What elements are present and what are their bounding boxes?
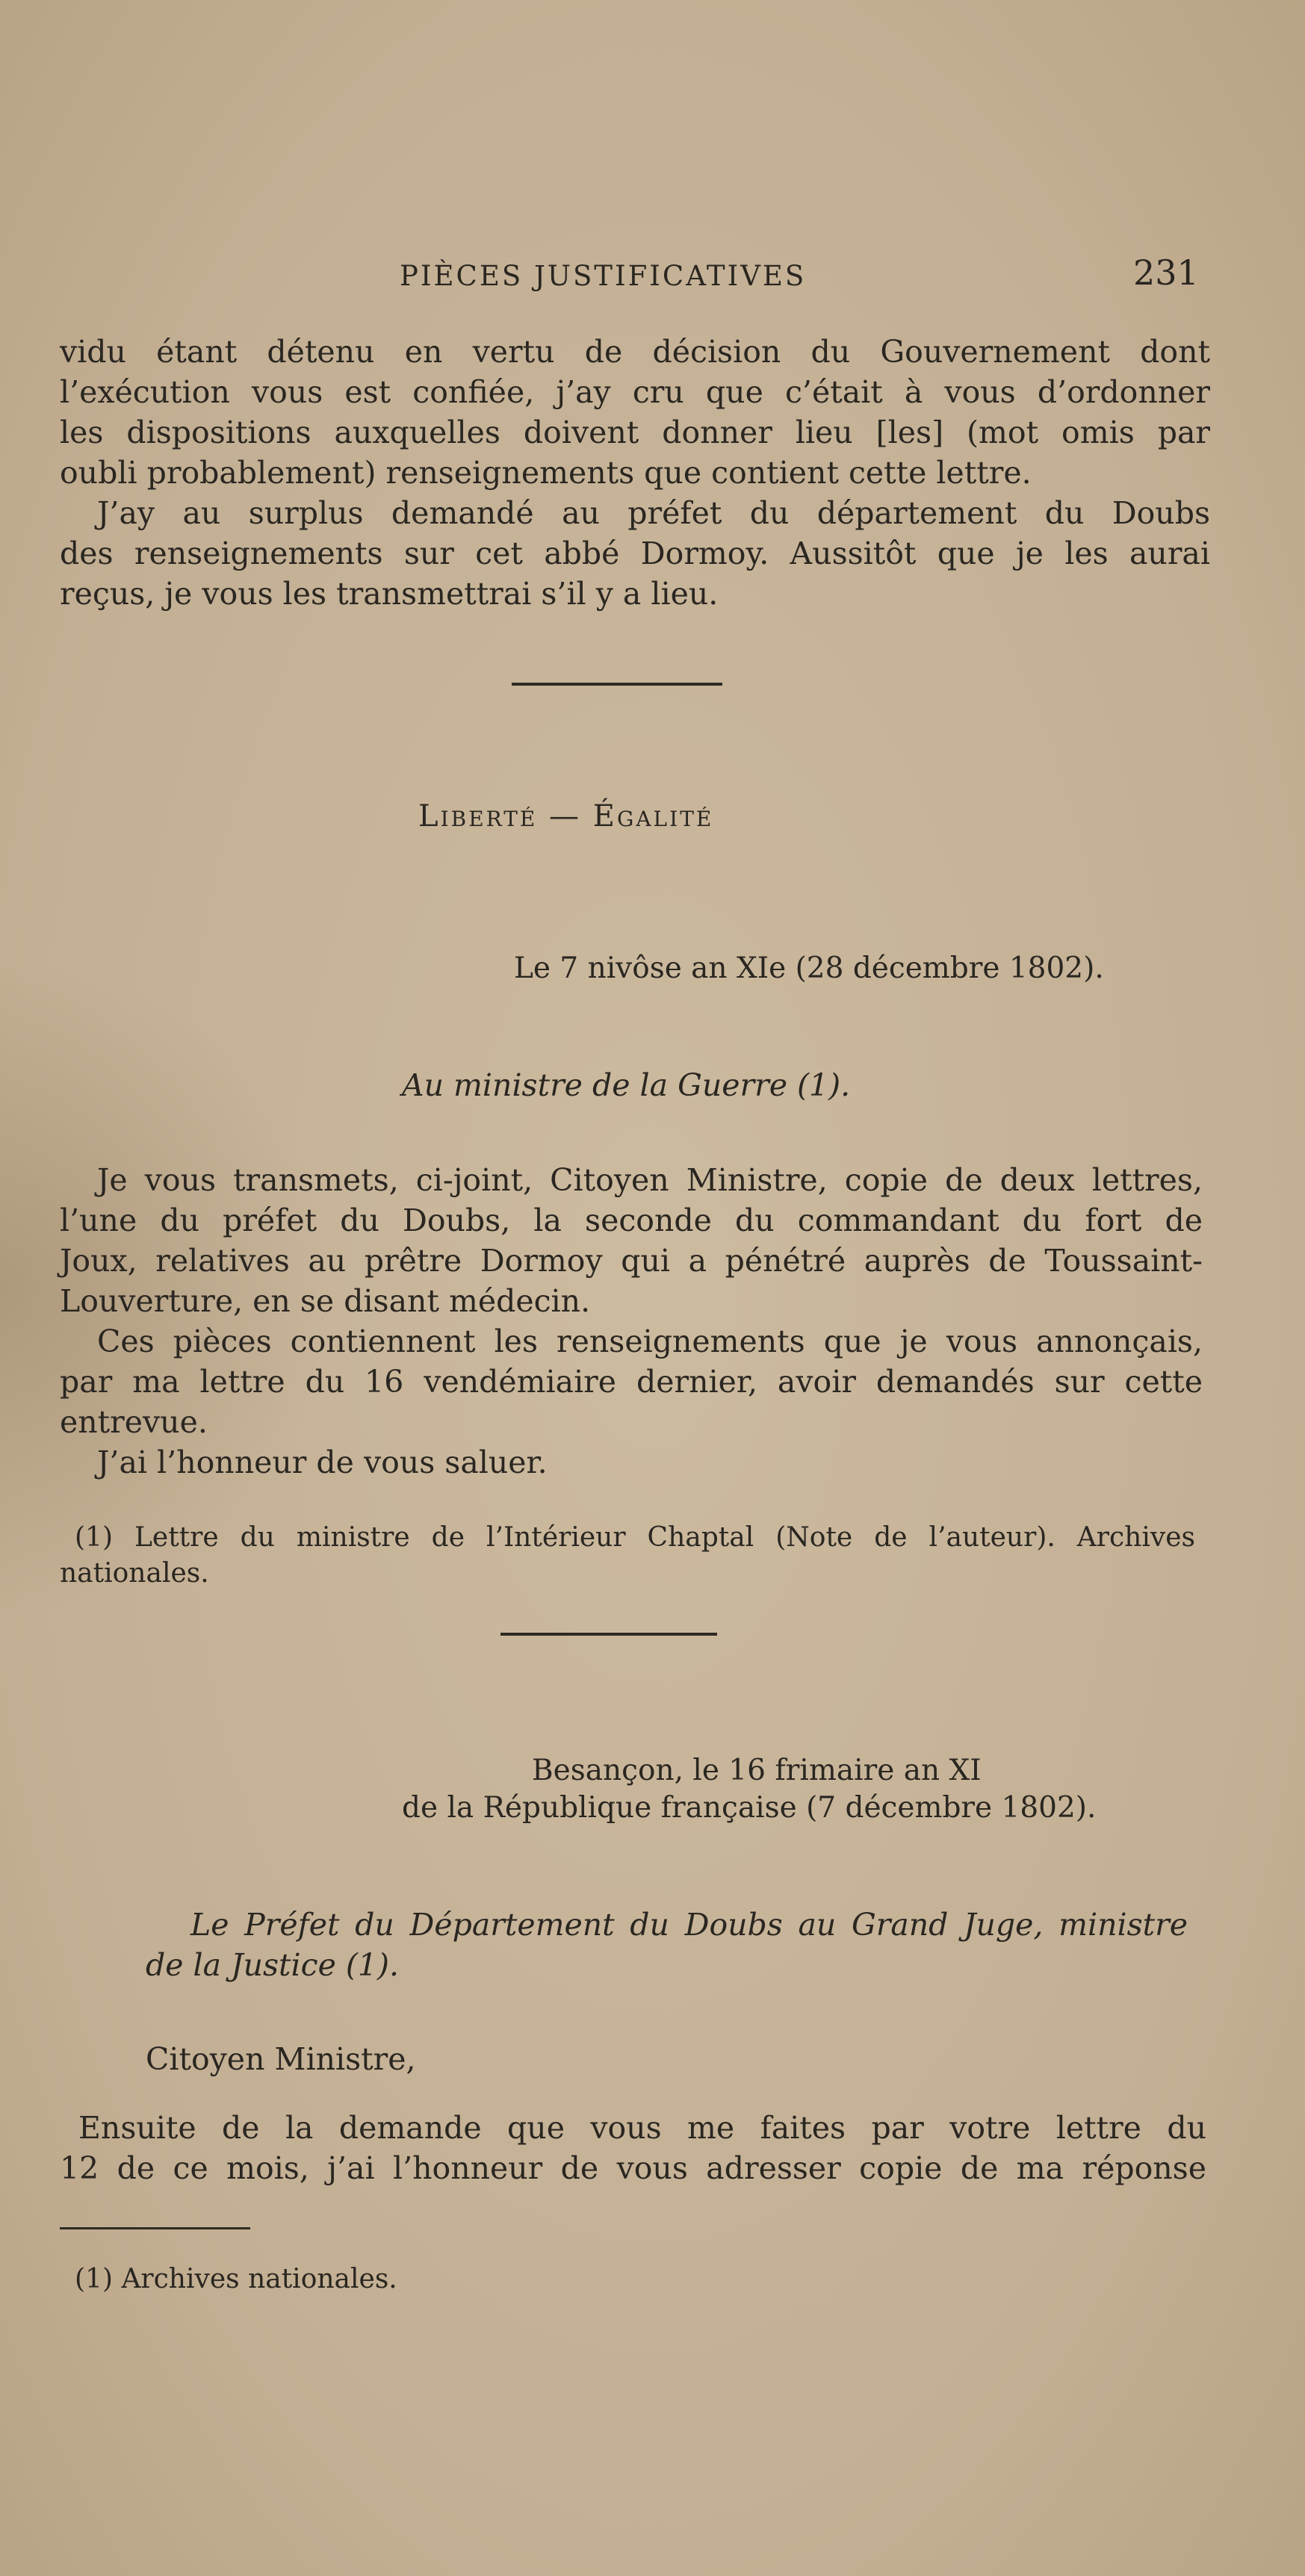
letter3-addressee-line-1: Le Préfet du Département du Doubs au Grand Juge, ministre xyxy=(190,1907,1188,1943)
separator-rule-2 xyxy=(500,1633,717,1636)
motto: Liberté — Égalité xyxy=(418,799,714,834)
letter2-footnote-line-1: (1) Lettre du ministre de l’Intérieur Chaptal (Note de l’auteur). Archives xyxy=(75,1522,1195,1553)
letter2-body-line-2: l’une du préfet du Doubs, la seconde du commandant du fort de xyxy=(60,1202,1203,1238)
section1-line-7: reçus, je vous les transmettrai s’il y a lieu. xyxy=(60,576,719,612)
letter3-salutation: Citoyen Ministre, xyxy=(146,2041,416,2077)
letter3-body-line-1: Ensuite de la demande que vous me faites par votre lettre du xyxy=(78,2110,1206,2146)
section1-line-2: l’exécution vous est confiée, j’ay cru que c’était à vous d’ordonner xyxy=(60,374,1210,410)
separator-rule-1 xyxy=(512,683,722,686)
letter3-dateline-2: de la République française (7 décembre 1802). xyxy=(402,1791,1097,1825)
letter2-body-line-4: Louverture, en se disant médecin. xyxy=(60,1283,591,1319)
footnote-rule xyxy=(60,2227,250,2229)
letter2-addressee: Au ministre de la Guerre (1). xyxy=(402,1067,851,1103)
letter3-dateline-1: Besançon, le 16 frimaire an XI xyxy=(532,1754,982,1787)
letter3-addressee-line-2: de la Justice (1). xyxy=(146,1947,399,1983)
letter3-footnote: (1) Archives nationales. xyxy=(75,2264,397,2294)
letter2-body-line-6: par ma lettre du 16 vendémiaire dernier, avoir demandés sur cette xyxy=(60,1364,1203,1400)
letter3-body-line-2: 12 de ce mois, j’ai l’honneur de vous adresser copie de ma réponse xyxy=(60,2150,1206,2186)
letter2-body-line-7: entrevue. xyxy=(60,1404,208,1440)
section1-line-3: les dispositions auxquelles doivent donner lieu [les] (mot omis par xyxy=(60,415,1210,450)
letter2-body-line-3: Joux, relatives au prêtre Dormoy qui a pénétré auprès de Toussaint- xyxy=(60,1243,1203,1279)
section1-line-5: J’ay au surplus demandé au préfet du département du Doubs xyxy=(97,495,1210,531)
letter2-body-line-8: J’ai l’honneur de vous saluer. xyxy=(97,1444,548,1480)
section1-line-1: vidu étant détenu en vertu de décision du Gouvernement dont xyxy=(60,334,1210,370)
letter2-body-line-5: Ces pièces contiennent les renseignements que je vous annonçais, xyxy=(97,1323,1203,1359)
letter2-body-line-1: Je vous transmets, ci-joint, Citoyen Ministre, copie de deux lettres, xyxy=(97,1162,1203,1198)
section1-line-6: des renseignements sur cet abbé Dormoy. Aussitôt que je les aurai xyxy=(60,536,1210,571)
page-number: 231 xyxy=(1133,252,1199,293)
section1-line-4: oubli probablement) renseignements que contient cette lettre. xyxy=(60,455,1032,491)
running-header: PIÈCES JUSTIFICATIVES xyxy=(400,260,807,292)
letter2-footnote-line-2: nationales. xyxy=(60,1558,209,1589)
letter2-date: Le 7 nivôse an XIe (28 décembre 1802). xyxy=(514,952,1104,985)
